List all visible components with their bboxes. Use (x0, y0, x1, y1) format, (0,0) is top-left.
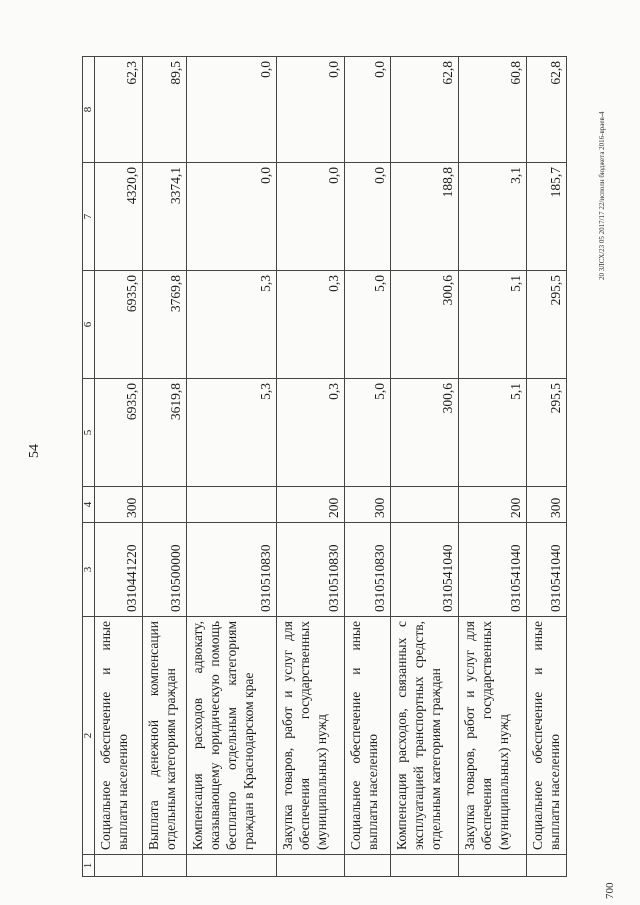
table-row (277, 57, 345, 877)
value-cell: 5,1 (459, 271, 527, 379)
table-row (527, 57, 567, 877)
vr-cell: 300 (345, 487, 391, 523)
index-cell (527, 855, 567, 877)
code-cell: 0310500000 (143, 523, 187, 617)
value-cell: 185,7 (527, 163, 567, 271)
description-cell: Выплата денежной компенсации отдельным категориям граждан (143, 617, 187, 855)
value-cell: 295,5 (527, 379, 567, 487)
description-cell: Компенсация расходов адвокату, оказывающему юридическую помощь бесплатно отдельным категориям граждан в Краснодарском крае (187, 617, 277, 855)
header-cell: 2 (83, 617, 95, 855)
rotated-table-container (82, 57, 566, 877)
footer-text: 20 ЗЛСХ/23 05 2017/17 22/исполн бюджета 2016-враев-4 (598, 111, 606, 280)
value-cell: 5,1 (459, 379, 527, 487)
value-cell: 6935,0 (95, 271, 143, 379)
header-cell: 3 (83, 523, 95, 617)
value-cell: 0,0 (277, 163, 345, 271)
table-row (143, 57, 187, 877)
value-cell: 5,3 (187, 271, 277, 379)
page-number: 54 (27, 444, 42, 458)
table-row (391, 57, 459, 877)
description-cell: Закупка товаров, работ и услуг для обеспечения государственных (муниципальных) нужд (459, 617, 527, 855)
header-cell: 5 (83, 379, 95, 487)
header-cell: 4 (83, 487, 95, 523)
value-cell: 300,6 (391, 271, 459, 379)
vr-cell: 200 (277, 487, 345, 523)
value-cell: 295,5 (527, 271, 567, 379)
header-cell: 7 (83, 163, 95, 271)
table-row (459, 57, 527, 877)
code-cell: 0310510830 (187, 523, 277, 617)
index-cell (187, 855, 277, 877)
vr-cell (187, 487, 277, 523)
index-cell (95, 855, 143, 877)
index-cell (345, 855, 391, 877)
vr-cell (391, 487, 459, 523)
value-cell: 5,0 (345, 379, 391, 487)
header-cell: 1 (83, 855, 95, 877)
code-cell: 0310541040 (391, 523, 459, 617)
value-cell: 4320,0 (95, 163, 143, 271)
value-cell: 3619,8 (143, 379, 187, 487)
value-cell: 0,0 (345, 163, 391, 271)
value-cell: 89,5 (143, 57, 187, 163)
code-cell: 0310441220 (95, 523, 143, 617)
value-cell: 0,0 (187, 57, 277, 163)
value-cell: 5,3 (187, 379, 277, 487)
table-row (95, 57, 143, 877)
budget-table (82, 56, 567, 877)
code-cell: 0310541040 (527, 523, 567, 617)
value-cell: 6935,0 (95, 379, 143, 487)
code-cell: 0310510830 (277, 523, 345, 617)
value-cell: 0,0 (187, 163, 277, 271)
value-cell: 3,1 (459, 163, 527, 271)
vr-cell: 300 (95, 487, 143, 523)
code-cell: 0310510830 (345, 523, 391, 617)
table-row (187, 57, 277, 877)
description-cell: Закупка товаров, работ и услуг для обеспечения государственных (муниципальных) нужд (277, 617, 345, 855)
header-row (83, 57, 95, 877)
index-cell (277, 855, 345, 877)
value-cell: 188,8 (391, 163, 459, 271)
value-cell: 62,8 (391, 57, 459, 163)
description-cell: Социальное обеспечение и иные выплаты населению (345, 617, 391, 855)
index-cell (143, 855, 187, 877)
value-cell: 0,0 (345, 57, 391, 163)
description-cell: Компенсация расходов, связанных с эксплуатацией транспортных средств, отдельным категориям граждан (391, 617, 459, 855)
value-cell: 60,8 (459, 57, 527, 163)
vr-cell: 200 (459, 487, 527, 523)
value-cell: 62,8 (527, 57, 567, 163)
table-row (345, 57, 391, 877)
value-cell: 0,3 (277, 379, 345, 487)
header-cell: 6 (83, 271, 95, 379)
value-cell: 0,3 (277, 271, 345, 379)
description-cell: Социальное обеспечение и иные выплаты населению (95, 617, 143, 855)
index-cell (391, 855, 459, 877)
value-cell: 3769,8 (143, 271, 187, 379)
header-cell: 8 (83, 57, 95, 163)
vr-cell (143, 487, 187, 523)
vr-cell: 300 (527, 487, 567, 523)
value-cell: 0,0 (277, 57, 345, 163)
sheet-number: 700 (604, 882, 616, 899)
index-cell (459, 855, 527, 877)
description-cell: Социальное обеспечение и иные выплаты населению (527, 617, 567, 855)
value-cell: 3374,1 (143, 163, 187, 271)
code-cell: 0310541040 (459, 523, 527, 617)
value-cell: 5,0 (345, 271, 391, 379)
value-cell: 62,3 (95, 57, 143, 163)
value-cell: 300,6 (391, 379, 459, 487)
